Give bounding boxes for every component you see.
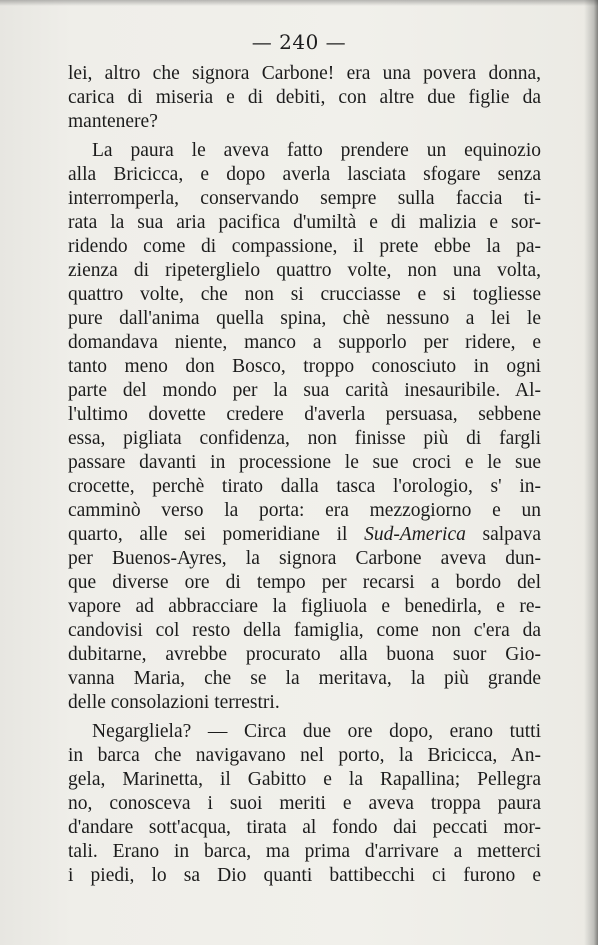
text-line: pure dall'anima quella spina, chè nessuno a lei le <box>68 308 541 329</box>
text-line: in barca che navigavano nel porto, la Bricicca, An- <box>68 745 541 766</box>
text-line: lei, altro che signora Carbone! era una povera donna, <box>68 63 541 84</box>
text-line: camminò verso la porta: era mezzogiorno e un <box>68 500 541 521</box>
body-text <box>68 62 541 888</box>
text-line: tali. Erano in barca, ma prima d'arrivare a metterci <box>68 841 541 862</box>
ship-name: Sud-America <box>364 524 466 545</box>
text-line: no, conosceva i suoi meriti e aveva troppa paura <box>68 793 541 814</box>
text-line-ship <box>68 523 541 547</box>
text-line: parte del mondo per la sua carità inesauribile. Al- <box>68 380 541 401</box>
text-line: crocette, perchè tirato dalla tasca l'orologio, s' in- <box>68 476 541 497</box>
text-line: d'andare sott'acqua, tirata al fondo dai peccati mor- <box>68 817 541 838</box>
page-number: — 240 — <box>251 30 347 54</box>
text-line: vapore ad abbracciare la figliuola e benedirla, e re- <box>68 596 541 617</box>
text-line: domandava niente, manco a supporlo per ridere, e <box>68 332 541 353</box>
page-top-shadow <box>0 0 598 6</box>
page-binding-shadow <box>584 0 598 945</box>
text-line: Negargliela? — Circa due ore dopo, erano tutti <box>92 721 541 742</box>
text-line: delle consolazioni terrestri. <box>68 692 280 713</box>
text-line: carica di miseria e di debiti, con altre due figlie da <box>68 87 541 108</box>
text-line: que diverse ore di tempo per recarsi a bordo del <box>68 572 541 593</box>
text-line: mantenere? <box>68 111 158 132</box>
text-line: alla Bricicca, e dopo averla lasciata sfogare senza <box>68 164 541 185</box>
text-line: quattro volte, che non si crucciasse e si togliesse <box>68 284 541 305</box>
text-line: per Buenos-Ayres, la signora Carbone aveva dun- <box>68 548 541 569</box>
text-line: ridendo come di compassione, il prete ebbe la pa- <box>68 236 541 257</box>
text-line: candovisi col resto della famiglia, come non c'era da <box>68 620 541 641</box>
text-line: dubitarne, avrebbe procurato alla buona suor Gio- <box>68 644 541 665</box>
text-line: i piedi, lo sa Dio quanti battibecchi ci furono e <box>68 865 541 886</box>
text-line: essa, pigliata confidenza, non finisse più di fargli <box>68 428 541 449</box>
text-line: interromperla, conservando sempre sulla faccia ti- <box>68 188 541 209</box>
text-line: vanna Maria, che se la meritava, la più grande <box>68 668 541 689</box>
text-line: rata la sua aria pacifica d'umiltà e di malizia e sor- <box>68 212 541 233</box>
text-line-tail: salpava <box>465 524 541 545</box>
text-line: gela, Marinetta, il Gabitto e la Rapallina; Pellegra <box>68 769 541 790</box>
text-line-head: quarto, alle sei pomeridiane il <box>68 524 365 545</box>
text-line: passare davanti in processione le sue croci e le sue <box>68 452 541 473</box>
text-line: zienza di ripeterglielo quattro volte, non una volta, <box>68 260 541 281</box>
text-line: l'ultimo dovette credere d'averla persuasa, sebbene <box>68 404 541 425</box>
text-line: La paura le aveva fatto prendere un equinozio <box>92 140 541 161</box>
text-line: tanto meno don Bosco, troppo conosciuto in ogni <box>68 356 541 377</box>
